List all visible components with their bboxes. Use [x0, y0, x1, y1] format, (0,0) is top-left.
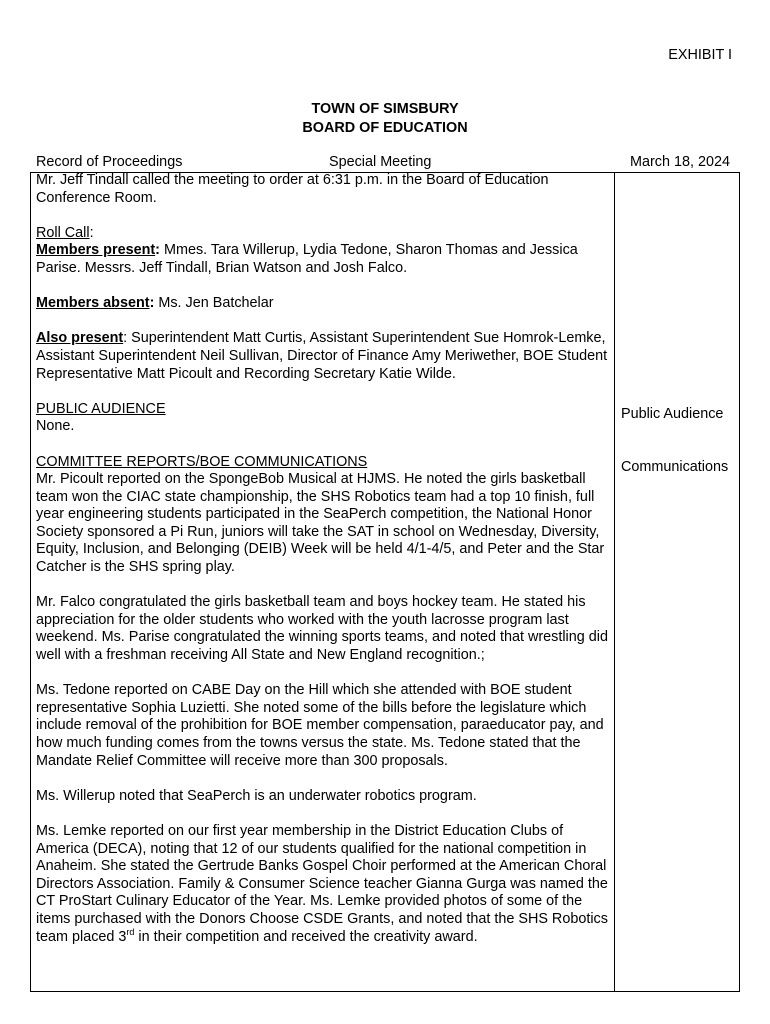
title-town: TOWN OF SIMSBURY	[311, 101, 459, 117]
roll-call-colon: :	[89, 224, 94, 241]
committee-heading: COMMITTEE REPORTS/BOE COMMUNICATIONS	[36, 453, 368, 470]
members-absent	[36, 295, 610, 313]
column-divider	[614, 173, 615, 991]
roll-call-heading: Roll Call	[36, 224, 90, 241]
also-present	[36, 330, 610, 383]
meeting-type: Special Meeting	[329, 154, 432, 170]
members-present-label: Members present	[36, 242, 156, 259]
public-audience-heading: PUBLIC AUDIENCE	[36, 400, 166, 417]
members-present-text: Mmes. Tara Willerup, Lydia Tedone, Sharon Thomas and Jessica Parise. Messrs. Jeff Tindall, Brian Watson and Josh Falco.	[36, 242, 578, 276]
members-absent-text: Ms. Jen Batchelar	[154, 295, 274, 312]
tedone-report: Ms. Tedone reported on CABE Day on the Hill which she attended with BOE student representative Sophia Luzietti. She noted some of the bills before the legislature which include removal of the prohibition for BOE member compensation, paraeducator pay, and how much funding comes from the towns versus the state. Ms. Tedone stated that the Mandate Relief Committee will receive more than 300 proposals.	[36, 682, 604, 769]
lemke-text-a: Ms. Lemke reported on our first year membership in the District Education Clubs of America (DECA), noting that 12 of our students qualified for the national competition in Anaheim. She stated the Gertrude Banks Gospel Choir performed at the American Choral Directors Association. Family & Consumer Science teacher Gianna Gurga was named the CT ProStart Culinary Educator of the Year. Ms. Lemke provided photos of some of the items purchased with the Donors Choose CSDE Grants, and noted that the SHS Robotics team placed 3	[36, 822, 608, 945]
members-present-colon: :	[155, 242, 160, 259]
picoult-report: Mr. Picoult reported on the SpongeBob Musical at HJMS. He noted the girls basketball team won the CIAC state championship, the SHS Robotics team had a top 10 finish, full year engineering students participated in the SeaPerch competition, the National Honor Society sponsored a Pi Run, juniors will take the SAT in school on Wednesday, Diversity, Equity, Inclusion, and Belonging (DEIB) Week will be held 4/1-4/5, and Peter and the Star Catcher is the SHS spring play.	[36, 471, 605, 576]
minutes-body	[36, 172, 610, 964]
members-absent-label: Members absent	[36, 295, 150, 312]
members-absent-colon: :	[149, 295, 155, 312]
sidebar-communications: Communications	[621, 459, 729, 475]
sidebar-public-audience: Public Audience	[621, 406, 724, 422]
meeting-meta	[36, 154, 740, 172]
title-board: BOARD OF EDUCATION	[302, 120, 468, 136]
committee-section	[36, 454, 610, 577]
public-audience-section	[36, 401, 610, 436]
lemke-text-b: in their competition and received the creativity award.	[134, 928, 478, 945]
call-to-order: Mr. Jeff Tindall called the meeting to order at 6:31 p.m. in the Board of Education Conference Room.	[36, 172, 549, 206]
exhibit-label: EXHIBIT I	[668, 47, 732, 63]
meeting-date: March 18, 2024	[630, 154, 730, 170]
record-label: Record of Proceedings	[36, 154, 183, 170]
also-present-text: : Superintendent Matt Curtis, Assistant Superintendent Sue Homrok-Lemke, Assistant Superintendent Neil Sullivan, Director of Finance Amy Meriwether, BOE Student Representative Matt Picoult and Recording Secretary Katie Wilde.	[36, 330, 608, 382]
willerup-report: Ms. Willerup noted that SeaPerch is an underwater robotics program.	[36, 787, 477, 804]
document-title	[0, 100, 770, 138]
public-audience-text: None.	[36, 418, 75, 435]
roll-call-section	[36, 225, 610, 278]
lemke-report	[36, 823, 610, 946]
lemke-ordinal: rd	[126, 926, 135, 937]
also-present-label: Also present	[36, 330, 124, 347]
falco-report: Mr. Falco congratulated the girls basketball team and boys hockey team. He stated his appreciation for the older students who worked with the youth lacrosse program last weekend. Ms. Parise congratulated the winning sports teams, and noted that wrestling did well with a freshman receiving All State and New England recognition.;	[36, 594, 608, 664]
